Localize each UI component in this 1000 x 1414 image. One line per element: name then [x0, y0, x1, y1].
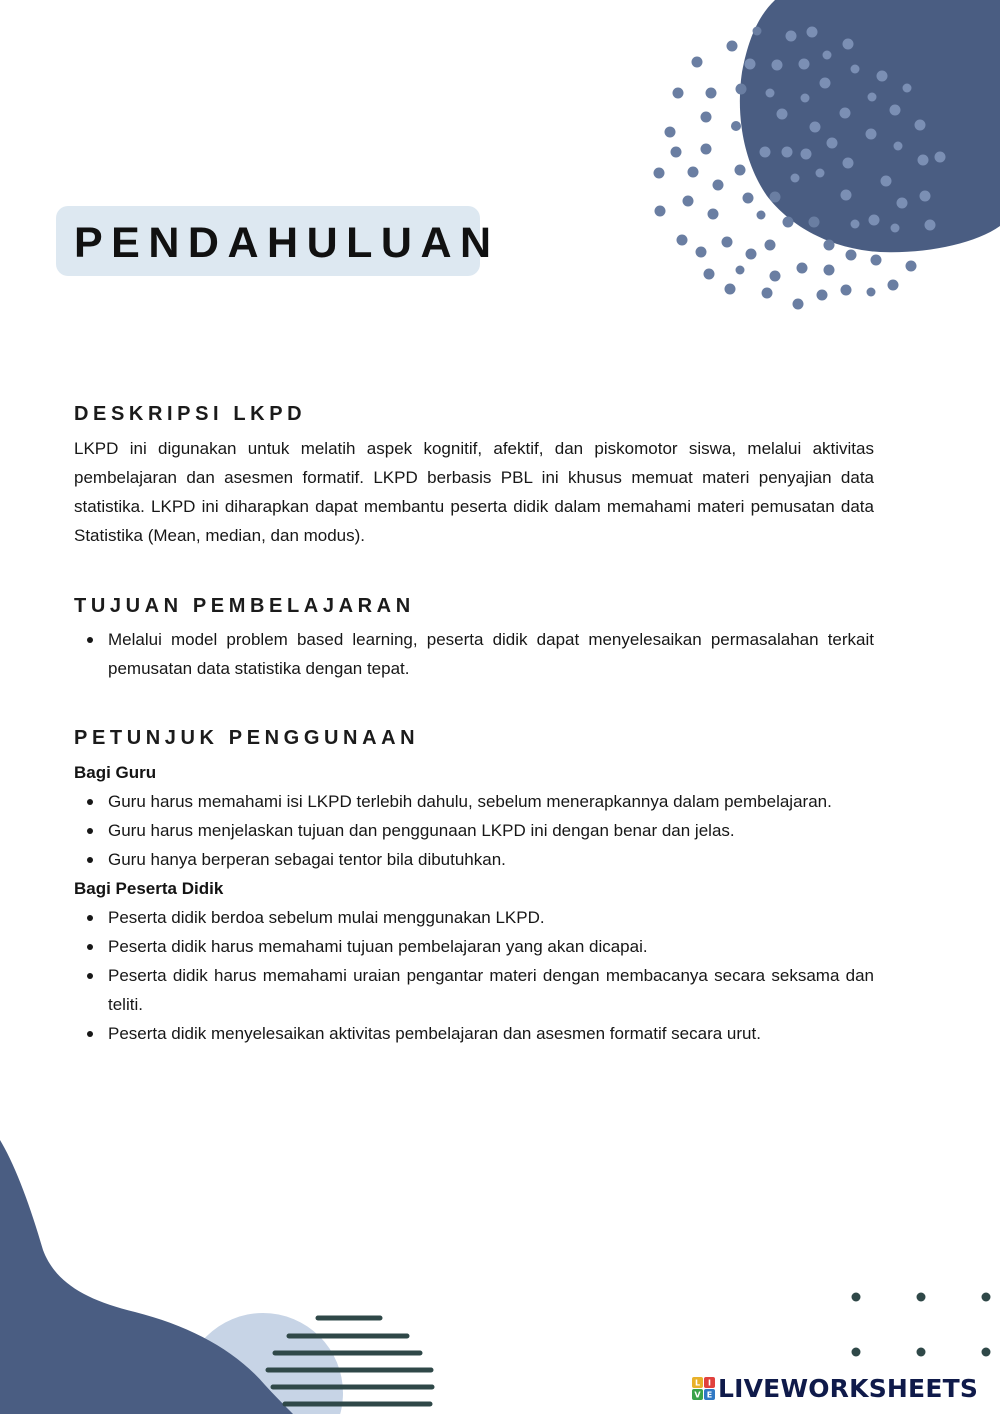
- section-petunjuk: [74, 725, 874, 1048]
- siswa-list: [74, 903, 874, 1048]
- list-item: Melalui model problem based learning, peserta didik dapat menyelesaikan permasalahan terkait pemusatan data statistika dengan tepat.: [74, 625, 874, 683]
- list-item: Guru hanya berperan sebagai tentor bila dibutuhkan.: [74, 845, 874, 874]
- section-deskripsi: [74, 401, 874, 550]
- list-item: Guru harus menjelaskan tujuan dan penggunaan LKPD ini dengan benar dan jelas.: [74, 816, 874, 845]
- list-item: Peserta didik menyelesaikan aktivitas pembelajaran dan asesmen formatif secara urut.: [74, 1019, 874, 1048]
- section-heading-tujuan: TUJUAN PEMBELAJARAN: [74, 595, 415, 617]
- bottom-right-dots: [852, 1293, 991, 1357]
- guru-label: Bagi Guru: [74, 763, 157, 782]
- logo-text: LIVEWORKSHEETS: [718, 1374, 979, 1403]
- logo-letter: E: [706, 1390, 713, 1400]
- deskripsi-text: LKPD ini digunakan untuk melatih aspek kognitif, afektif, dan piskomotor siswa, melalui aktivitas pembelajaran dan asesmen formatif. LKPD berbasis PBL ini khusus memuat materi penyajian data statistika. LKPD ini diharapkan dapat membantu peserta didik dalam memahami materi pemusatan data Statistika (Mean, median, dan modus).: [74, 439, 874, 545]
- tujuan-list: [74, 625, 874, 683]
- bottom-left-blob: [0, 1140, 293, 1414]
- logo-letter: V: [694, 1390, 701, 1400]
- guru-list: [74, 787, 874, 874]
- top-right-blob: [740, 0, 1000, 252]
- logo-letter: I: [708, 1378, 711, 1388]
- list-item: Peserta didik harus memahami tujuan pembelajaran yang akan dicapai.: [74, 932, 874, 961]
- section-heading-deskripsi: DESKRIPSI LKPD: [74, 403, 307, 425]
- liveworksheets-logo: [692, 1371, 978, 1407]
- logo-letter: L: [694, 1378, 701, 1388]
- section-heading-petunjuk: PETUNJUK PENGGUNAAN: [74, 727, 420, 749]
- section-tujuan: [74, 593, 874, 683]
- page-title: PENDAHULUAN: [74, 219, 500, 267]
- siswa-label: Bagi Peserta Didik: [74, 879, 224, 898]
- list-item: Guru harus memahami isi LKPD terlebih dahulu, sebelum menerapkannya dalam pembelajaran.: [74, 787, 874, 816]
- logo-mark-icon: [692, 1377, 716, 1401]
- list-item: Peserta didik berdoa sebelum mulai menggunakan LKPD.: [74, 903, 874, 932]
- list-item: Peserta didik harus memahami uraian pengantar materi dengan membacanya secara seksama dan teliti.: [74, 961, 874, 1019]
